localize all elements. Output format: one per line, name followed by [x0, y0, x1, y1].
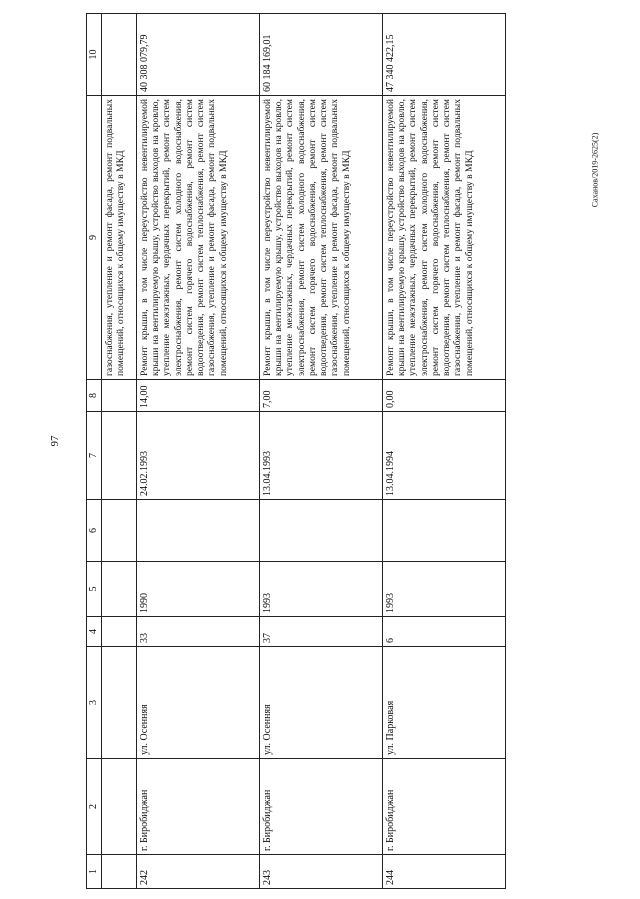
- house-cell: 6: [383, 617, 506, 647]
- column-header-7: 7: [87, 412, 102, 500]
- table-row: [383, 14, 506, 889]
- house-cell: 33: [137, 617, 260, 647]
- works-cell: Ремонт крыши, в том числе переустройство невентилируемой крыши на вентилируемую крышу, устройство выходов на кровлю, утепление межэтажных, чердачных перекрытий, ремонт систем электроснабжения, ремонт систем холодного водоснабжения, ремонт систем горячего водоснабжения, ремонт систем водоотведения, ремонт систем теплоснабжения, ремонт систем газоснабжения, утепление и ремонт фасада, ремонт подвальных помещений, относящихся к общему имуществу в МКД: [383, 96, 506, 380]
- date-cell: 13.04.1993: [260, 412, 383, 500]
- city-cell: г. Биробиджан: [137, 759, 260, 855]
- rotated-table-container: [86, 14, 506, 889]
- cost-cell: 47 340 422,15: [383, 14, 506, 96]
- street-cell: ул. Осенняя: [260, 647, 383, 759]
- column-header-9: 9: [87, 96, 102, 380]
- house-cell: 37: [260, 617, 383, 647]
- street-cell: ул. Парковая: [383, 647, 506, 759]
- table-row: [260, 14, 383, 889]
- works-table: [86, 13, 506, 889]
- street-cell: ул. Осенняя: [137, 647, 260, 759]
- date-cell: 24.02.1993: [137, 412, 260, 500]
- column-header-5: 5: [87, 562, 102, 617]
- year-cell: 1993: [260, 562, 383, 617]
- document-code: Саханов/2019-2625(2): [590, 132, 600, 208]
- column-header-10: 10: [87, 14, 102, 96]
- column-6-cell: [383, 500, 506, 562]
- column-header-4: 4: [87, 617, 102, 647]
- column-header-2: 2: [87, 759, 102, 855]
- column-number-row: [87, 14, 102, 889]
- city-cell: г. Биробиджан: [260, 759, 383, 855]
- column-header-8: 8: [87, 380, 102, 412]
- wear-cell: 14,00: [137, 380, 260, 412]
- page-number: 97: [49, 435, 61, 447]
- row-number: 242: [137, 855, 260, 889]
- column-6-cell: [260, 500, 383, 562]
- wear-cell: 0,00: [383, 380, 506, 412]
- cost-cell: 60 184 169,01: [260, 14, 383, 96]
- column-header-3: 3: [87, 647, 102, 759]
- year-cell: 1990: [137, 562, 260, 617]
- works-cell: Ремонт крыши, в том числе переустройство невентилируемой крыши на вентилируемую крышу, устройство выходов на кровлю, утепление межэтажных, чердачных перекрытий, ремонт систем электроснабжения, ремонт систем холодного водоснабжения, ремонт систем горячего водоснабжения, ремонт систем водоотведения, ремонт систем теплоснабжения, ремонт систем газоснабжения, утепление и ремонт фасада, ремонт подвальных помещений, относящихся к общему имуществу в МКД: [260, 96, 383, 380]
- city-cell: г. Биробиджан: [383, 759, 506, 855]
- date-cell: 13.04.1994: [383, 412, 506, 500]
- continuation-row: [102, 14, 137, 889]
- continuation-text: газоснабжения, утепление и ремонт фасада, ремонт подвальных помещений, относящихся к общему имуществу в МКД: [102, 96, 137, 380]
- works-cell: Ремонт крыши, в том числе переустройство невентилируемой крыши на вентилируемую крышу, устройство выходов на кровлю, утепление межэтажных, чердачных перекрытий, ремонт систем электроснабжения, ремонт систем холодного водоснабжения, ремонт систем горячего водоснабжения, ремонт систем водоотведения, ремонт систем теплоснабжения, ремонт систем газоснабжения, утепление и ремонт фасада, ремонт подвальных помещений, относящихся к общему имуществу в МКД: [137, 96, 260, 380]
- table-row: [137, 14, 260, 889]
- column-header-1: 1: [87, 855, 102, 889]
- wear-cell: 7,00: [260, 380, 383, 412]
- row-number: 244: [383, 855, 506, 889]
- column-header-6: 6: [87, 500, 102, 562]
- cost-cell: 40 308 079,79: [137, 14, 260, 96]
- column-6-cell: [137, 500, 260, 562]
- year-cell: 1993: [383, 562, 506, 617]
- row-number: 243: [260, 855, 383, 889]
